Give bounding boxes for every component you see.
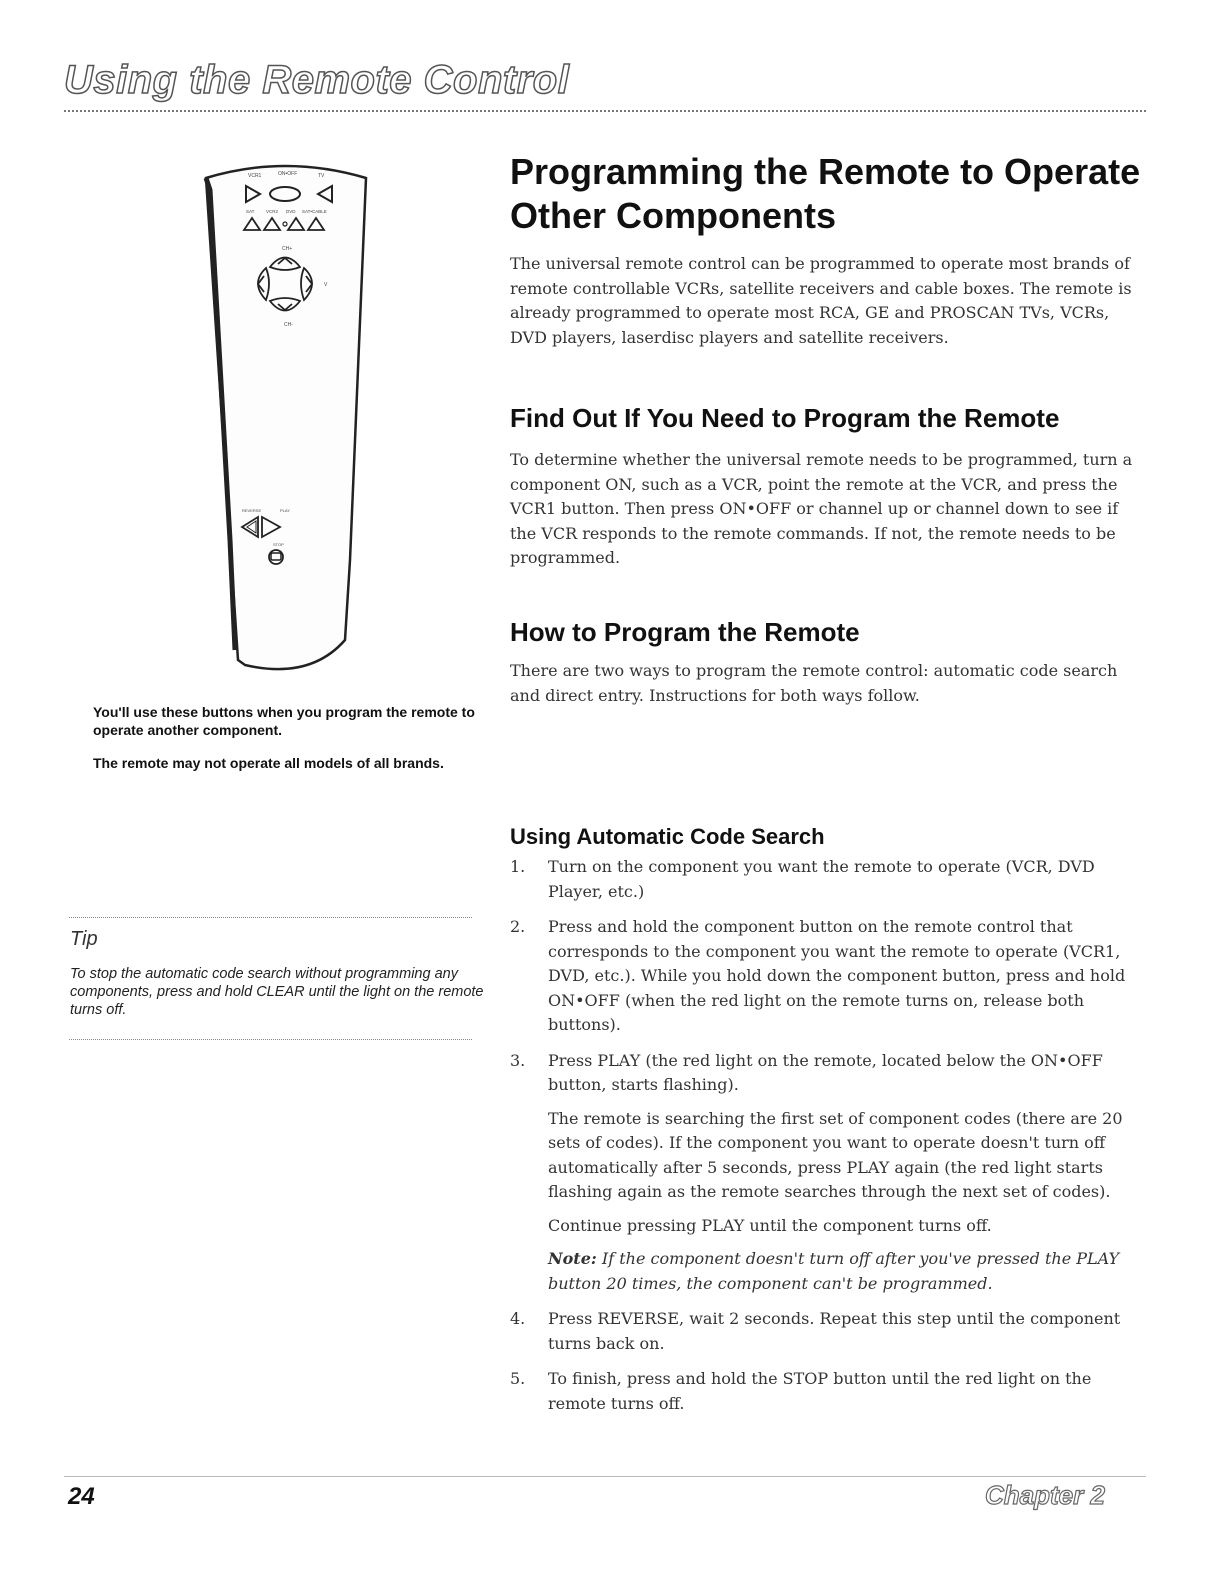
step-item <box>510 1367 1145 1416</box>
label-vol: V <box>324 282 328 288</box>
label-vcr2: VCR2 <box>266 209 279 214</box>
step-detail-paragraph: The remote is searching the first set of component codes (there are 20 sets of codes). If the component you want to operate doesn't turn off automatically after 5 seconds, press PLAY again (the red light starts flashing again as the remote searches through the next set of codes). <box>548 1108 1123 1201</box>
label-sat: SAT <box>246 209 255 214</box>
note-text: If the component doesn't turn off after you've pressed the PLAY button 20 times, the component can't be programmed. <box>548 1249 1120 1293</box>
step-number: 5. <box>510 1369 526 1388</box>
step-text: Press PLAY (the red light on the remote, located below the ON•OFF button, starts flashing). <box>548 1050 1103 1094</box>
how-to-heading: How to Program the Remote <box>510 617 860 647</box>
step-text: Press and hold the component button on the remote control that corresponds to the component you want the remote to operate (VCR1, DVD, etc.). While you hold down the component button, press and hold ON•OFF (when the red light on the remote turns on, release both buttons). <box>548 917 1126 1034</box>
header-rule <box>64 110 1146 112</box>
step-text: Turn on the component you want the remote to operate (VCR, DVD Player, etc.) <box>548 857 1095 901</box>
find-out-heading: Find Out If You Need to Program the Remote <box>510 403 1060 433</box>
tip-title: Tip <box>70 928 98 950</box>
note-label: Note: <box>548 1249 597 1268</box>
step-text: To finish, press and hold the STOP button until the red light on the remote turns off. <box>548 1369 1092 1413</box>
step-text: Press REVERSE, wait 2 seconds. Repeat this step until the component turns back on. <box>548 1309 1121 1353</box>
step-number: 1. <box>510 857 526 876</box>
footer-rule <box>64 1476 1146 1477</box>
page-title: Programming the Remote to Operate Other Components <box>510 151 1141 236</box>
step-continue-paragraph: Continue pressing PLAY until the component turns off. <box>548 1215 992 1235</box>
label-onoff: ON•OFF <box>278 171 298 177</box>
step-item <box>510 855 1145 904</box>
header-title: Using the Remote Control <box>64 58 570 102</box>
label-sat-cable: SAT•CABLE <box>302 209 327 214</box>
remote-illustration <box>200 160 370 680</box>
figure-caption-models: The remote may not operate all models of all brands. <box>93 755 444 771</box>
label-ch-down: CH- <box>284 322 293 328</box>
step-item <box>510 1049 1145 1297</box>
figure-caption-buttons: You'll use these buttons when you program the remote to operate another component. <box>93 704 475 738</box>
find-out-paragraph: To determine whether the universal remote needs to be programmed, turn a component ON, such as a VCR, point the remote at the VCR, and press the VCR1 button. Then press ON•OFF or channel up or channel down to see if the VCR responds to the remote commands. If not, the remote needs to be programmed. <box>510 450 1133 567</box>
chapter-label: Chapter 2 <box>985 1480 1105 1510</box>
page-number: 24 <box>68 1483 95 1510</box>
tip-top-rule <box>69 917 472 918</box>
label-dvd: DVD <box>286 209 296 214</box>
label-play: PLAY <box>280 508 290 513</box>
step-number: 4. <box>510 1309 526 1328</box>
label-stop: STOP <box>273 542 284 547</box>
step-note <box>548 1247 1145 1296</box>
intro-paragraph: The universal remote control can be programmed to operate most brands of remote controllable VCRs, satellite receivers and cable boxes. The remote is already programmed to operate most RCA, GE and PROSCAN TVs, VCRs, DVD players, laserdisc players and satellite receivers. <box>510 254 1132 347</box>
step-item <box>510 1307 1145 1356</box>
tip-text: To stop the automatic code search without programming any components, press and hold CLEAR until the light on the remote turns off. <box>70 966 484 1018</box>
step-item <box>510 915 1145 1038</box>
label-tv: TV <box>318 173 325 179</box>
auto-code-search-heading: Using Automatic Code Search <box>510 824 825 849</box>
label-reverse: REVERSE <box>242 508 262 513</box>
label-ch-up: CH+ <box>282 246 293 252</box>
step-number: 2. <box>510 917 526 936</box>
how-to-paragraph: There are two ways to program the remote control: automatic code search and direct entry. Instructions for both ways follow. <box>510 661 1118 705</box>
label-vcr1: VCR1 <box>248 173 262 179</box>
step-number: 3. <box>510 1050 526 1070</box>
tip-bottom-rule <box>69 1039 472 1040</box>
auto-code-search-steps <box>510 855 1145 1427</box>
